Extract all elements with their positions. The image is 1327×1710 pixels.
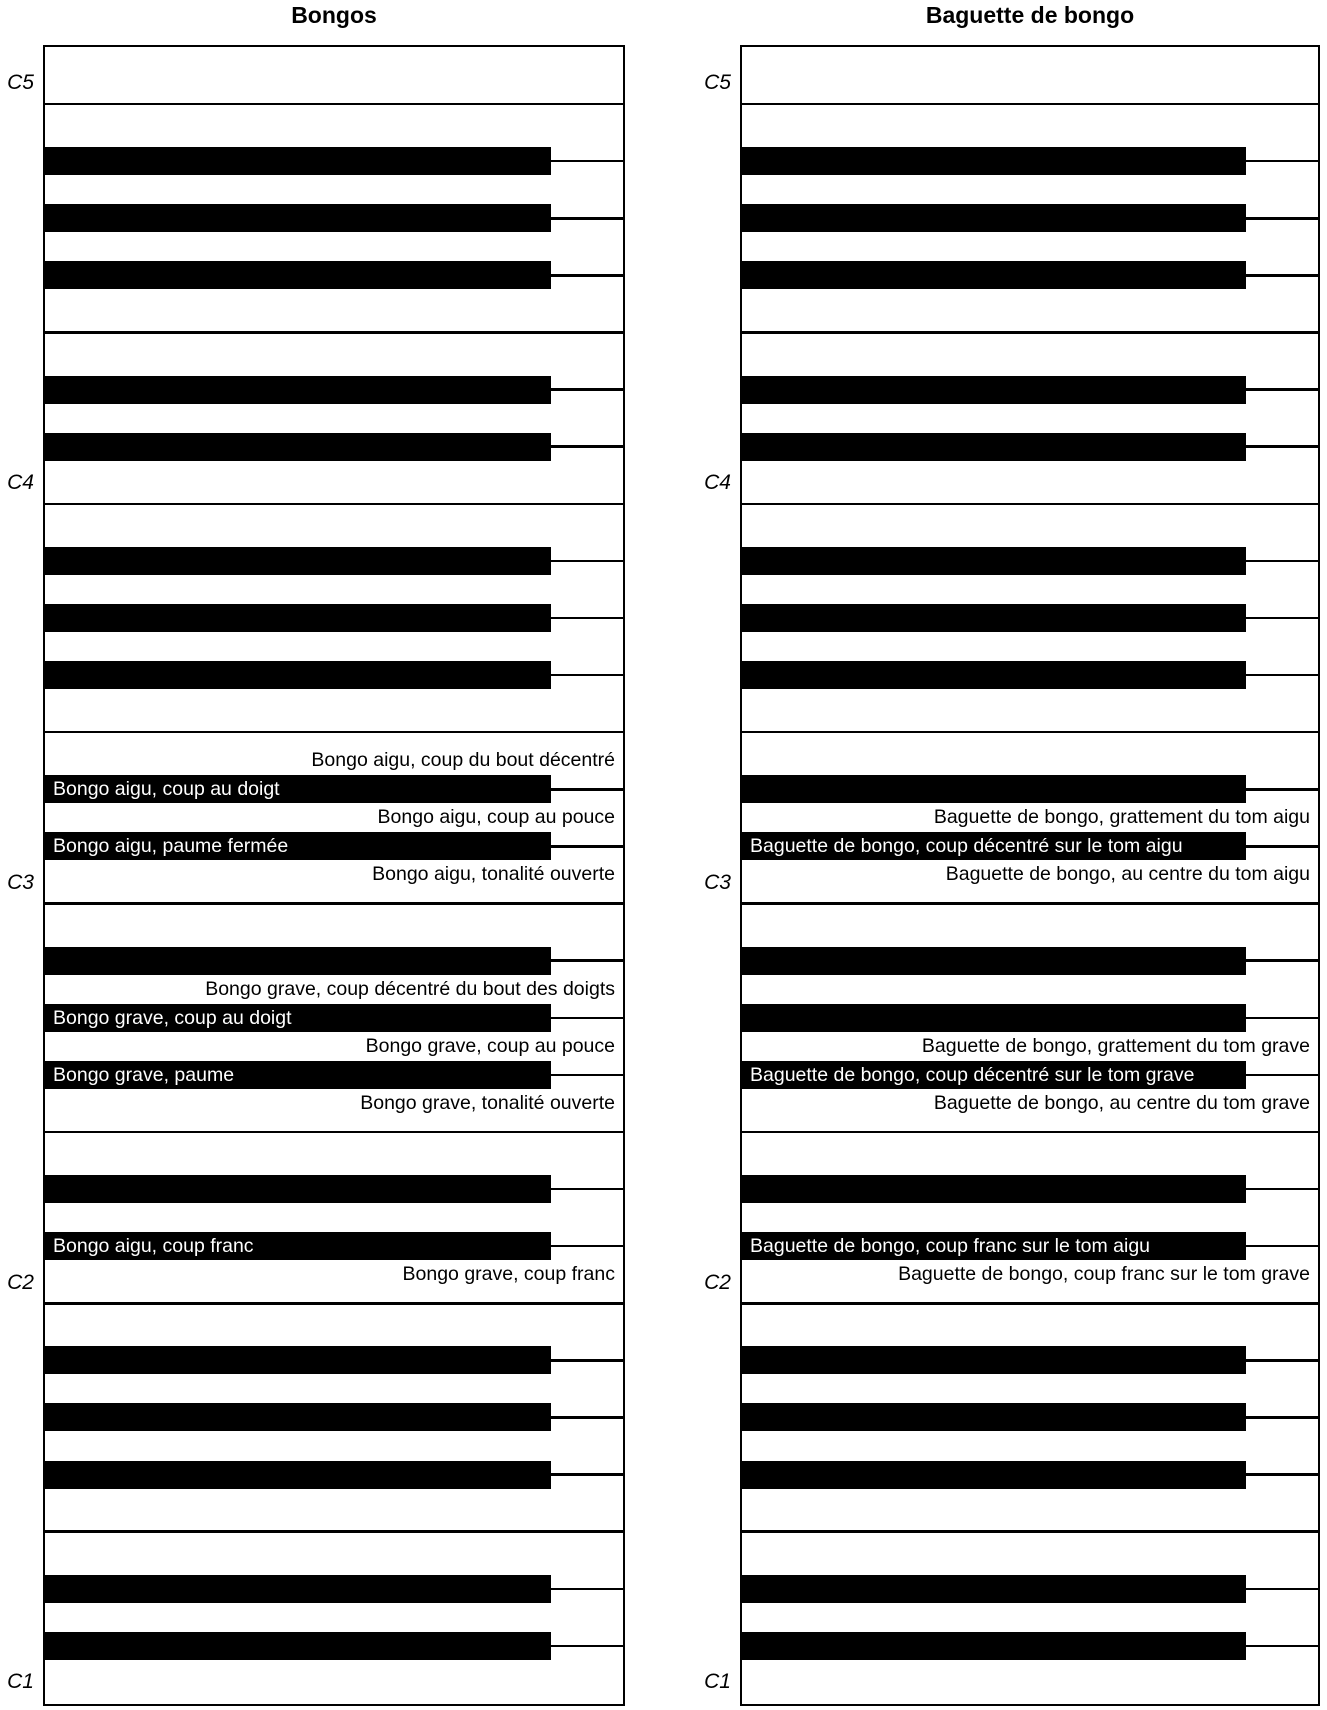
- key-separator-line: [45, 503, 623, 506]
- black-key-A#1: [45, 1346, 551, 1374]
- key-separator-line: [45, 331, 623, 334]
- piano-keyboard-baguette-de-bongo: [740, 45, 1320, 1706]
- octave-label-C3: C3: [704, 870, 731, 894]
- key-label-C3: Bongo aigu, tonalité ouverte: [372, 863, 615, 886]
- octave-label-C3: C3: [7, 870, 34, 894]
- black-key-A#3: [742, 547, 1246, 575]
- key-label-F#2: Bongo grave, paume: [53, 1063, 235, 1086]
- key-label-C3: Baguette de bongo, au centre du tom aigu: [945, 863, 1310, 886]
- key-separator-line: [742, 1530, 1318, 1533]
- key-label-F2: Bongo grave, tonalité ouverte: [360, 1091, 615, 1114]
- key-label-G2: Baguette de bongo, grattement du tom grave: [921, 1034, 1310, 1057]
- key-label-F#2: Baguette de bongo, coup décentré sur le tom grave: [750, 1063, 1195, 1086]
- keyboard-block-baguette-de-bongo: [704, 0, 1320, 1710]
- white-key-C5: [742, 47, 1318, 104]
- black-key-A#3: [45, 547, 551, 575]
- octave-label-C5: C5: [7, 71, 34, 95]
- key-separator-line: [742, 103, 1318, 106]
- key-separator-line: [742, 331, 1318, 334]
- octave-label-C4: C4: [704, 471, 731, 495]
- key-label-G#2: Bongo grave, coup au doigt: [53, 1006, 292, 1029]
- key-label-C#3: Baguette de bongo, coup décentré sur le tom aigu: [750, 835, 1183, 858]
- key-separator-line: [742, 731, 1318, 734]
- black-key-A#4: [45, 147, 551, 175]
- key-separator-line: [742, 503, 1318, 506]
- octave-label-C1: C1: [7, 1670, 34, 1694]
- key-label-C#3: Bongo aigu, paume fermée: [53, 835, 289, 858]
- key-label-G2: Bongo grave, coup au pouce: [365, 1034, 615, 1057]
- black-key-G#3: [742, 604, 1246, 632]
- black-key-F#4: [45, 261, 551, 289]
- black-key-F#1: [45, 1461, 551, 1489]
- keyboard-block-bongos: [7, 0, 625, 1710]
- octave-label-C1: C1: [704, 1670, 731, 1694]
- black-key-D#4: [742, 376, 1246, 404]
- key-label-C2: Bongo grave, coup franc: [402, 1263, 615, 1286]
- black-key-F#1: [742, 1461, 1246, 1489]
- black-key-A#2: [742, 947, 1246, 975]
- black-key-C#4: [45, 433, 551, 461]
- octave-label-C4: C4: [7, 471, 34, 495]
- keyboard-title-baguette-de-bongo: Baguette de bongo: [925, 2, 1135, 28]
- key-label-D3: Bongo aigu, coup au pouce: [377, 806, 615, 829]
- black-key-C#4: [742, 433, 1246, 461]
- black-key-D#1: [45, 1575, 551, 1603]
- black-key-F#3: [45, 661, 551, 689]
- black-key-D#4: [45, 376, 551, 404]
- key-label-A2: Bongo grave, coup décentré du bout des doigts: [205, 977, 615, 1000]
- black-key-A#1: [742, 1346, 1246, 1374]
- black-key-G#1: [742, 1403, 1246, 1431]
- black-key-G#4: [742, 204, 1246, 232]
- key-label-C#2: Baguette de bongo, coup franc sur le tom aigu: [750, 1235, 1151, 1258]
- key-label-E3: Bongo aigu, coup du bout décentré: [311, 749, 615, 772]
- black-key-D#2: [742, 1175, 1246, 1203]
- key-label-C#2: Bongo aigu, coup franc: [53, 1235, 254, 1258]
- octave-label-C5: C5: [704, 71, 731, 95]
- black-key-D#1: [742, 1575, 1246, 1603]
- octave-label-C2: C2: [7, 1270, 34, 1294]
- black-key-G#3: [45, 604, 551, 632]
- key-label-D#3: Bongo aigu, coup au doigt: [53, 778, 280, 801]
- octave-label-C2: C2: [704, 1270, 731, 1294]
- key-separator-line: [45, 1530, 623, 1533]
- black-key-F#4: [742, 261, 1246, 289]
- black-key-C#1: [742, 1632, 1246, 1660]
- keyboard-title-bongos: Bongos: [291, 2, 377, 28]
- key-label-C2: Baguette de bongo, coup franc sur le tom grave: [898, 1263, 1310, 1286]
- black-key-A#4: [742, 147, 1246, 175]
- black-key-D#2: [45, 1175, 551, 1203]
- black-key-F#3: [742, 661, 1246, 689]
- key-separator-line: [45, 103, 623, 106]
- black-key-C#1: [45, 1632, 551, 1660]
- black-key-G#1: [45, 1403, 551, 1431]
- black-key-G#4: [45, 204, 551, 232]
- key-label-F2: Baguette de bongo, au centre du tom grave: [933, 1091, 1310, 1114]
- white-key-C5: [45, 47, 623, 104]
- key-label-D3: Baguette de bongo, grattement du tom aigu: [933, 806, 1310, 829]
- piano-keyboard-bongos: [43, 45, 625, 1706]
